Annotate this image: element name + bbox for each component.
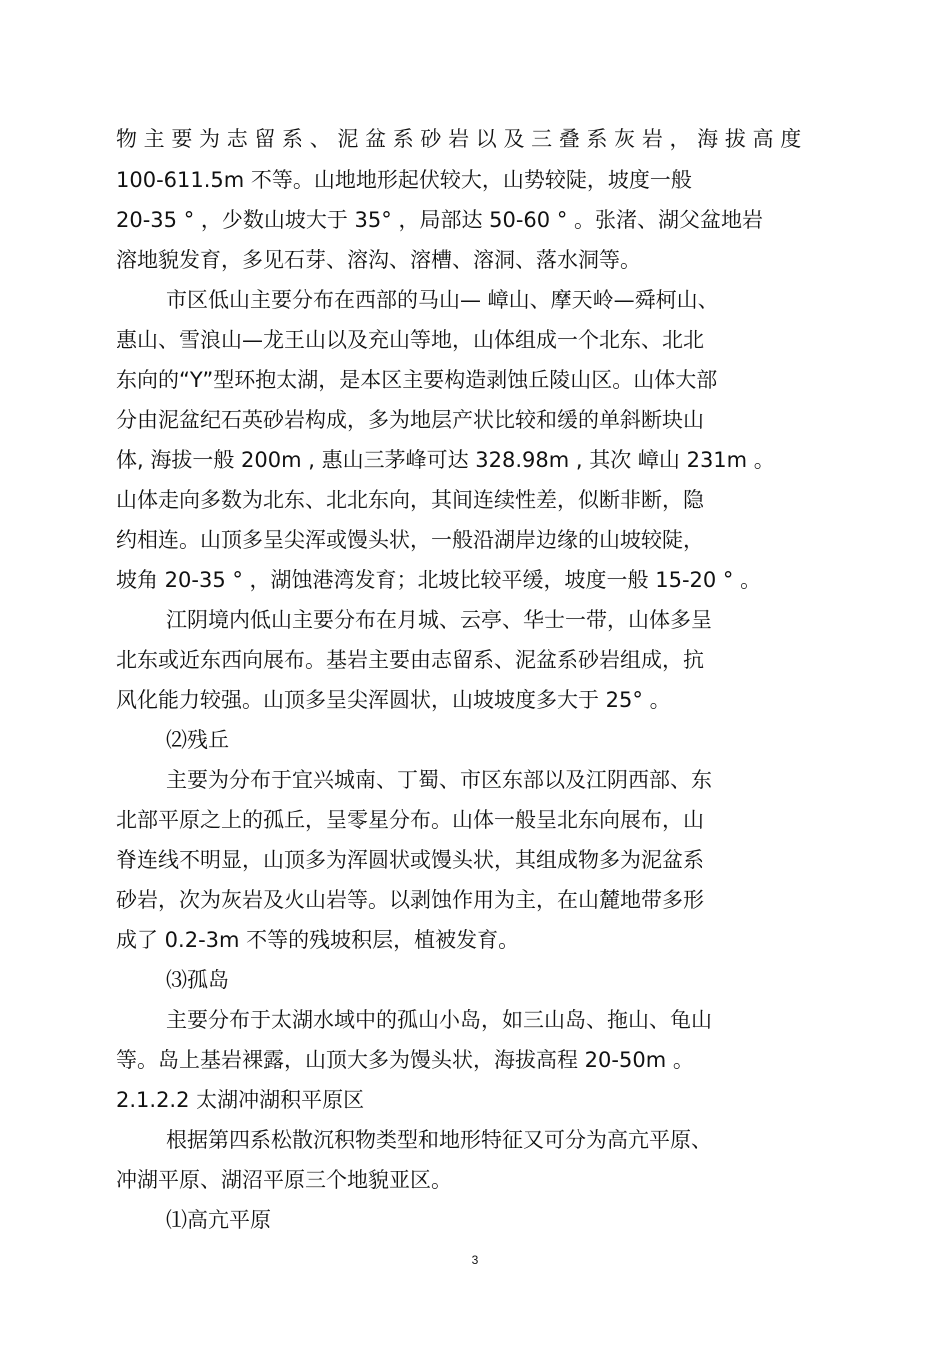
text-line: 物 主 要 为 志 留 系 、 泥 盆 系 砂 岩 以 及 三 叠 系 灰 岩 ， 海 拔 高 度	[116, 127, 802, 151]
text-line: 市区低山主要分布在西部的马山— 嶂山、摩天岭—舜柯山、	[166, 288, 719, 312]
text-line: 坡角 20-35 ° ，湖蚀港湾发育；北坡比较平缓，坡度一般 15-20 ° 。	[116, 568, 762, 592]
page-number: 3	[471, 1253, 479, 1267]
text-line: 砂岩，次为灰岩及火山岩等。以剥蚀作用为主，在山麓地带多形	[116, 888, 704, 912]
section-heading: 2.1.2.2 太湖冲湖积平原区	[116, 1088, 365, 1112]
text-line: 成了 0.2-3m 不等的残坡积层，植被发育。	[116, 928, 520, 952]
section-heading: ⑵残丘	[166, 728, 229, 752]
section-heading: ⑴高亢平原	[166, 1208, 271, 1232]
text-line: 根据第四系松散沉积物类型和地形特征又可分为高亢平原、	[166, 1128, 712, 1152]
text-line: 等。岛上基岩裸露，山顶大多为馒头状，海拔高程 20-50m 。	[116, 1048, 694, 1072]
text-line: 体, 海拔一般 200m , 惠山三茅峰可达 328.98m , 其次 嶂山 231m 。	[116, 448, 775, 472]
text-line: 100-611.5m 不等。山地地形起伏较大，山势较陡，坡度一般	[116, 168, 692, 192]
text-line: 20-35 ° ，少数山坡大于 35° ，局部达 50-60 ° 。张渚、湖父盆地岩	[116, 208, 763, 232]
text-line: 主要分布于太湖水域中的孤山小岛，如三山岛、拖山、龟山	[166, 1008, 712, 1032]
text-line: 脊连线不明显，山顶多为浑圆状或馒头状，其组成物多为泥盆系	[116, 848, 704, 872]
text-line: 山体走向多数为北东、北北东向，其间连续性差，似断非断，隐	[116, 488, 704, 512]
text-line: 溶地貌发育，多见石芽、溶沟、溶槽、溶洞、落水洞等。	[116, 248, 641, 272]
text-line: 北东或近东西向展布。基岩主要由志留系、泥盆系砂岩组成，抗	[116, 648, 704, 672]
text-line: 北部平原之上的孤丘，呈零星分布。山体一般呈北东向展布，山	[116, 808, 704, 832]
text-line: 约相连。山顶多呈尖浑或馒头状，一般沿湖岸边缘的山坡较陡，	[116, 528, 704, 552]
text-line: 主要为分布于宜兴城南、丁蜀、市区东部以及江阴西部、东	[166, 768, 712, 792]
text-line: 分由泥盆纪石英砂岩构成，多为地层产状比较和缓的单斜断块山	[116, 408, 704, 432]
text-line: 惠山、雪浪山—龙王山以及充山等地，山体组成一个北东、北北	[116, 328, 704, 352]
text-line: 江阴境内低山主要分布在月城、云亭、华士一带，山体多呈	[166, 608, 712, 632]
section-heading: ⑶孤岛	[166, 968, 229, 992]
text-line: 东向的“Y”型环抱太湖，是本区主要构造剥蚀丘陵山区。山体大部	[116, 368, 718, 392]
text-line: 风化能力较强。山顶多呈尖浑圆状，山坡坡度多大于 25° 。	[116, 688, 671, 712]
text-line: 冲湖平原、湖沼平原三个地貌亚区。	[116, 1168, 452, 1192]
